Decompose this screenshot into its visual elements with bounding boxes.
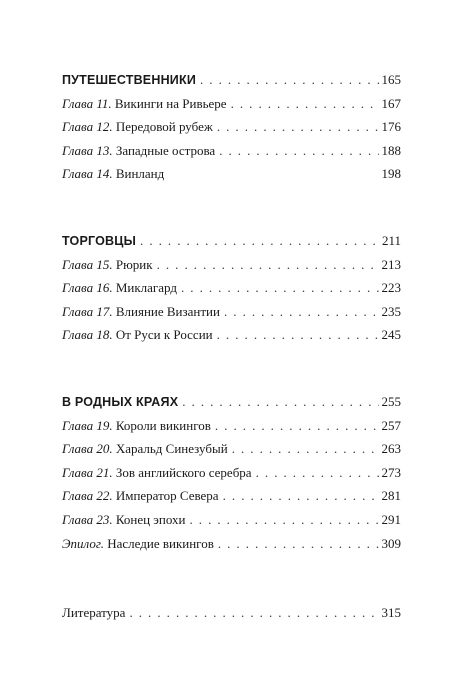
chapter-label — [62, 484, 219, 508]
toc-chapter — [62, 162, 401, 186]
bibliography-title: Литература — [62, 605, 126, 621]
toc-part-traders — [62, 229, 401, 253]
page-number: 176 — [381, 119, 401, 135]
toc-chapter — [62, 414, 401, 438]
chapter-label — [62, 139, 215, 163]
toc-chapter — [62, 253, 401, 277]
chapter-prefix: Глава 16. — [62, 280, 113, 296]
toc-bibliography — [62, 601, 401, 625]
dot-leader — [232, 437, 379, 461]
chapter-prefix: Глава 11. — [62, 95, 112, 111]
chapter-title: Наследие викингов — [107, 535, 214, 551]
page-number: 165 — [381, 72, 401, 87]
chapter-title: От Руси к России — [115, 327, 213, 343]
toc-chapter — [62, 92, 401, 116]
page-number: 309 — [381, 535, 401, 551]
page-number: 281 — [381, 488, 401, 504]
toc-chapter — [62, 139, 401, 163]
chapter-prefix: Глава 19. — [62, 417, 113, 433]
chapter-label — [62, 323, 213, 347]
chapter-prefix: Глава 23. — [62, 511, 113, 527]
chapter-title: Зов английского серебра — [115, 464, 252, 480]
page-number: 167 — [381, 95, 401, 111]
toc-chapter — [62, 276, 401, 300]
chapter-label — [62, 461, 252, 485]
dot-leader — [129, 601, 378, 625]
part-title: В РОДНЫХ КРАЯХ — [62, 394, 179, 409]
dot-leader — [224, 300, 379, 324]
toc-chapter — [62, 461, 401, 485]
chapter-title: Миклагард — [115, 280, 177, 296]
page-number: 235 — [381, 303, 401, 319]
toc-chapter — [62, 508, 401, 532]
chapter-label — [62, 414, 211, 438]
chapter-prefix: Эпилог. — [62, 535, 104, 551]
page-number: 257 — [381, 417, 401, 433]
toc-chapter — [62, 484, 401, 508]
chapter-label — [62, 276, 177, 300]
chapter-prefix: Глава 17. — [62, 303, 113, 319]
dot-leader — [256, 461, 379, 485]
toc-chapter — [62, 323, 401, 347]
chapter-title: Западные острова — [115, 142, 216, 158]
chapter-label — [62, 92, 227, 116]
chapter-prefix: Глава 13. — [62, 142, 113, 158]
dot-leader — [157, 253, 379, 277]
chapter-prefix: Глава 22. — [62, 488, 113, 504]
section-spacer — [62, 555, 401, 601]
chapter-prefix: Глава 20. — [62, 441, 113, 457]
chapter-title: Влияние Византии — [115, 303, 220, 319]
chapter-title: Винланд — [115, 166, 165, 182]
section-spacer — [62, 186, 401, 229]
page-number: 188 — [381, 142, 401, 158]
chapter-title: Викинги на Ривьере — [114, 95, 227, 111]
page-number: 245 — [381, 327, 401, 343]
chapter-title: Император Севера — [115, 488, 219, 504]
dot-leader — [189, 508, 378, 532]
chapter-title: Короли викингов — [115, 417, 211, 433]
page-number: 273 — [381, 464, 401, 480]
dot-leader — [231, 92, 379, 116]
chapter-prefix: Глава 21. — [62, 464, 113, 480]
dot-leader — [217, 115, 379, 139]
page-number: 291 — [381, 511, 401, 527]
toc-chapter — [62, 115, 401, 139]
dot-leader — [182, 390, 378, 414]
page-number: 211 — [381, 232, 401, 248]
dot-leader — [140, 229, 379, 253]
section-spacer — [62, 347, 401, 390]
toc-part-homelands — [62, 390, 401, 414]
chapter-title: Рюрик — [115, 256, 153, 272]
chapter-label — [62, 115, 213, 139]
chapter-label — [62, 253, 153, 277]
chapter-label — [62, 300, 220, 324]
page-number: 263 — [381, 441, 401, 457]
toc-chapter — [62, 300, 401, 324]
chapter-label — [62, 508, 185, 532]
page-number: 255 — [381, 393, 401, 409]
part-title: ПУТЕШЕСТВЕННИКИ — [62, 73, 196, 87]
page-number: 315 — [381, 605, 401, 621]
chapter-prefix: Глава 18. — [62, 327, 113, 343]
dot-leader — [217, 323, 379, 347]
table-of-contents — [62, 68, 401, 625]
chapter-title: Харальд Синезубый — [115, 441, 228, 457]
chapter-label — [62, 532, 214, 556]
chapter-label — [62, 437, 228, 461]
dot-leader — [223, 484, 379, 508]
page-number: 213 — [381, 256, 401, 272]
chapter-label — [62, 162, 164, 186]
chapter-prefix: Глава 14. — [62, 166, 113, 182]
toc-epilogue — [62, 532, 401, 556]
page-number: 198 — [381, 166, 401, 182]
chapter-title: Конец эпохи — [115, 511, 186, 527]
page-number: 223 — [381, 280, 401, 296]
chapter-prefix: Глава 12. — [62, 119, 113, 135]
toc-chapter — [62, 437, 401, 461]
toc-part-travelers — [62, 68, 401, 92]
dot-leader — [215, 414, 379, 438]
dot-leader — [200, 68, 379, 92]
dot-leader — [218, 532, 379, 556]
part-title: ТОРГОВЦЫ — [62, 233, 137, 248]
chapter-title: Передовой рубеж — [115, 119, 213, 135]
dot-leader — [219, 139, 378, 163]
chapter-prefix: Глава 15. — [62, 256, 113, 272]
dot-leader — [181, 276, 379, 300]
